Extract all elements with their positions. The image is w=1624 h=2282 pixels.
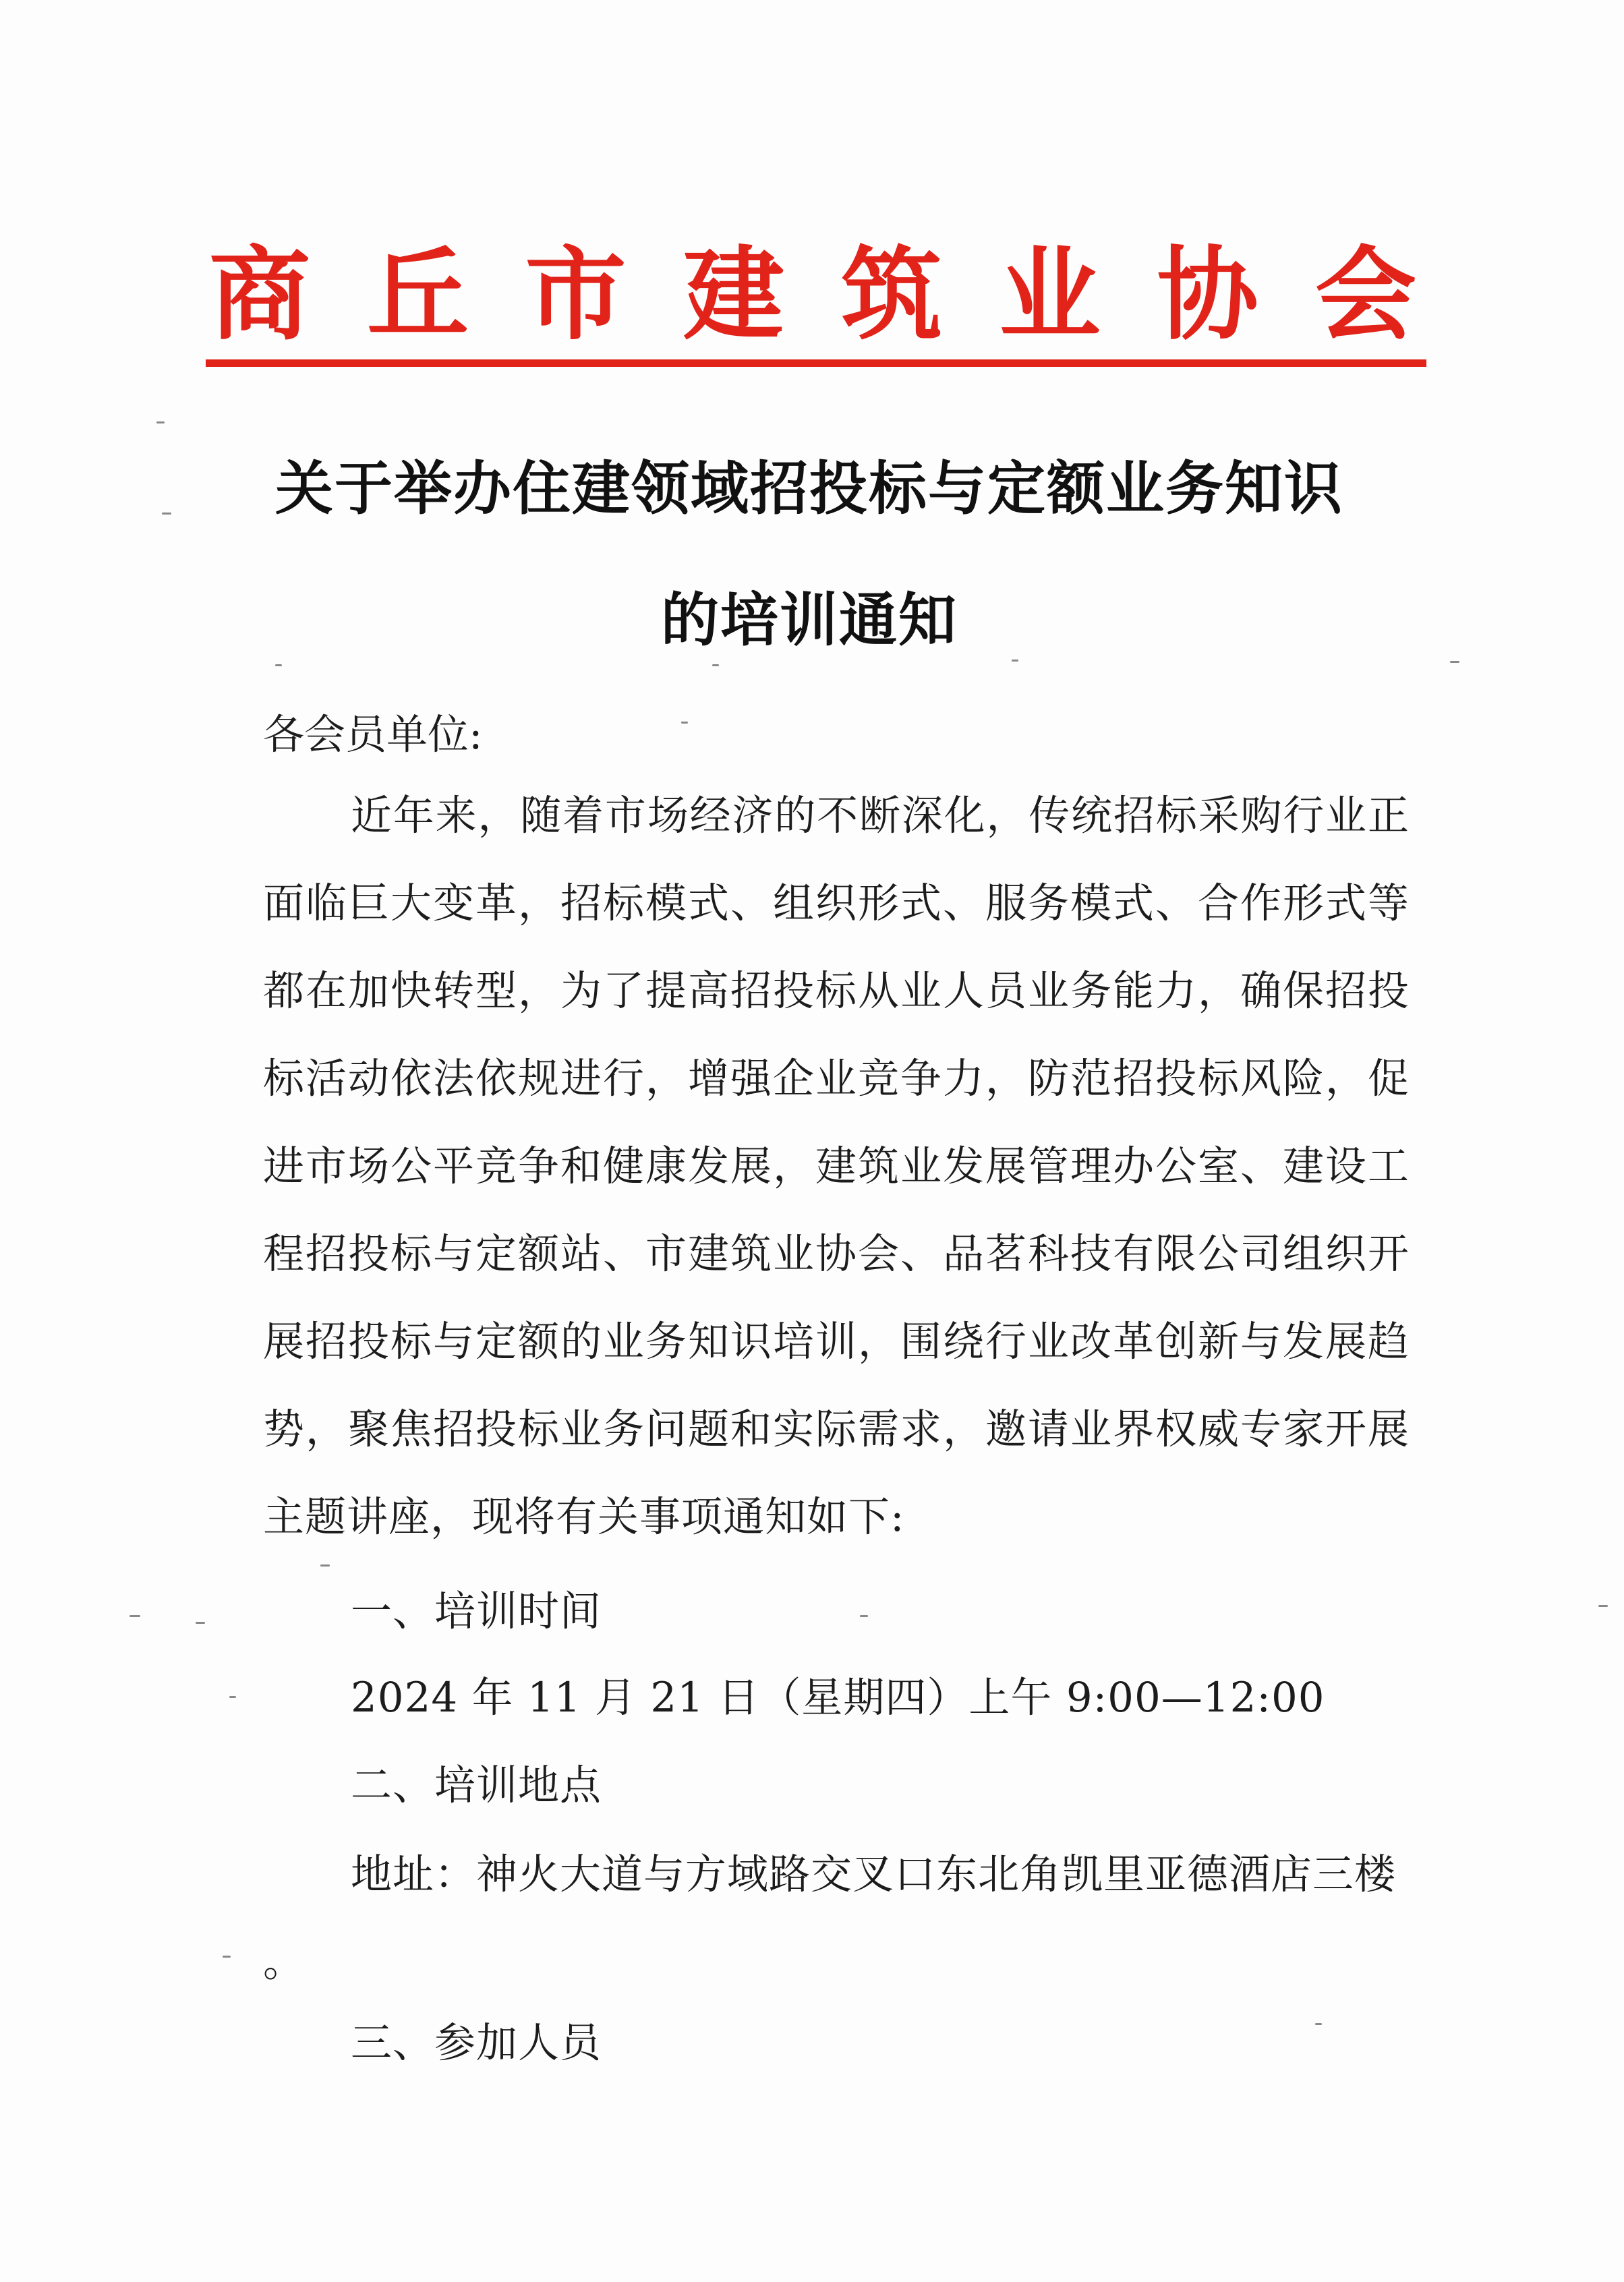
section-heading-training-location: 二、培训地点 <box>351 1761 602 1809</box>
training-location-address: 地址：神火大道与方域路交叉口东北角凯里亚德酒店三楼 。 <box>263 1850 1397 1986</box>
scan-speck <box>860 1615 868 1617</box>
scan-speck <box>129 1615 140 1617</box>
letterhead-char: 会 <box>1314 235 1416 354</box>
salutation: 各会员单位: <box>263 711 483 759</box>
letterhead-title <box>209 233 1416 357</box>
scan-speck <box>1315 2023 1322 2025</box>
scan-speck <box>223 1956 231 1958</box>
scan-speck <box>1450 661 1459 663</box>
scan-speck <box>196 1622 205 1624</box>
document-title-line-2: 的培训通知 <box>661 587 958 654</box>
scan-speck <box>1012 660 1018 662</box>
scan-speck <box>162 513 171 515</box>
letterhead-char: 商 <box>209 235 311 354</box>
letterhead-char: 协 <box>1157 235 1258 354</box>
scan-speck <box>320 1564 330 1567</box>
letterhead-char: 业 <box>999 235 1101 354</box>
section-heading-training-time: 一、培训时间 <box>351 1587 602 1635</box>
scan-speck <box>712 664 719 666</box>
scan-speck <box>1598 1605 1608 1607</box>
letterhead-red-rule <box>206 359 1426 367</box>
scan-speck <box>156 421 165 423</box>
document-title-line-1: 关于举办住建领域招投标与定额业务知识 <box>275 455 1343 523</box>
letterhead-char: 丘 <box>367 235 469 354</box>
scan-speck <box>229 1696 236 1698</box>
section-heading-participants: 三、参加人员 <box>351 2019 602 2067</box>
scan-speck <box>275 664 282 666</box>
letterhead-char: 市 <box>525 235 627 354</box>
letterhead-char: 筑 <box>841 235 943 354</box>
letterhead-char: 建 <box>683 235 784 354</box>
scan-speck <box>681 722 688 724</box>
intro-paragraph: 近年来，随着市场经济的不断深化，传统招标采购行业正面临巨大变革，招标模式、组织形式、服务模式、合作形式等都在加快转型，为了提高招投标从业人员业务能力，确保招投标活动依法依规进行，增强企业竞争力，防范招投标风险，促进市场公平竞争和健康发展，建筑业发展管理办公室、建设工程招投标与定额站、市建筑业协会、品茗科技有限公司组织开展招投标与定额的业务知识培训，围绕行业改革创新与发展趋势，聚焦招投标业务问题和实际需求，邀请业界权威专家开展主题讲座，现将有关事项通知如下: <box>263 792 1410 1541</box>
training-time-value: 2024 年 11 月 21 日（星期四）上午 9:00—12:00 <box>351 1674 1325 1722</box>
